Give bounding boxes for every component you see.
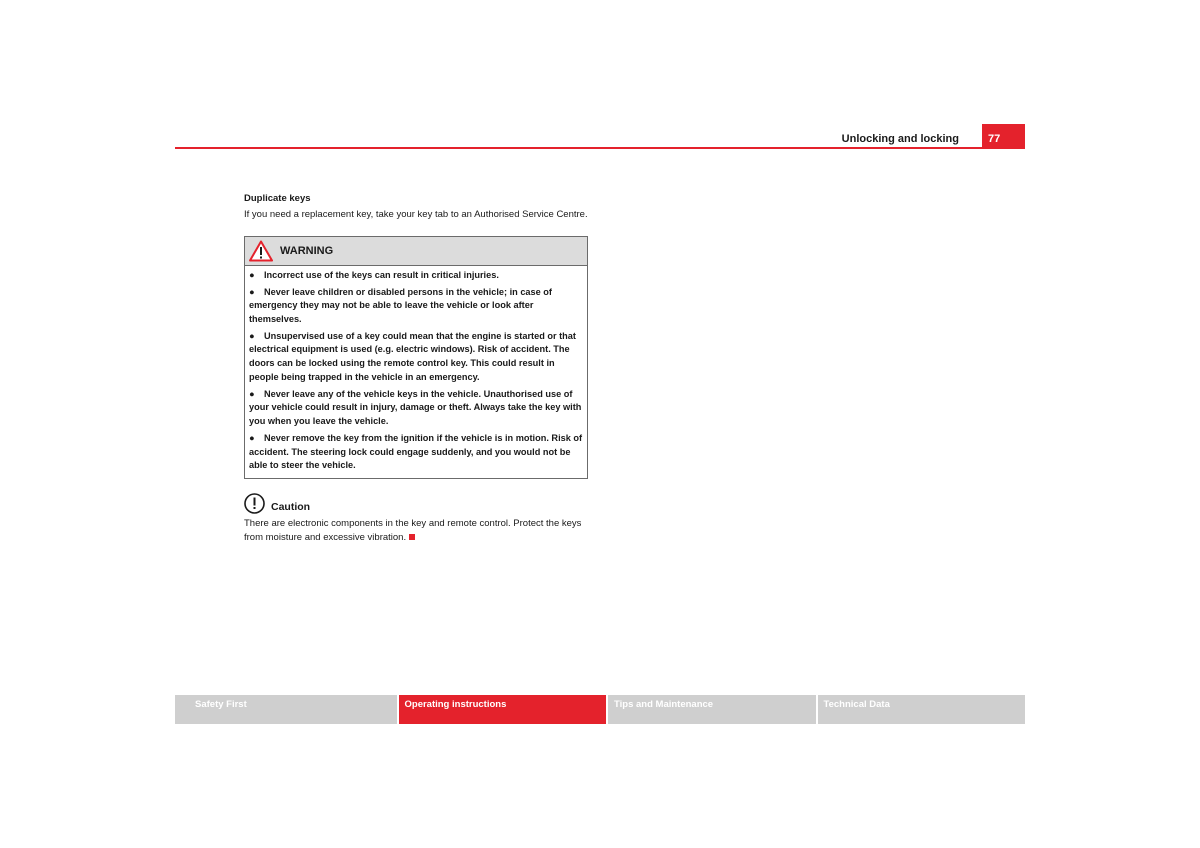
page-number: 77 xyxy=(982,124,1025,149)
bullet-icon: ● xyxy=(249,388,255,399)
caution-text: There are electronic components in the key and remote control. Protect the keys from moisture and excessive vibration. xyxy=(244,518,582,543)
tab-operating-instructions[interactable]: Operating instructions xyxy=(399,695,607,724)
caution-paragraph xyxy=(244,517,588,544)
section-text: If you need a replacement key, take your key tab to an Authorised Service Centre. xyxy=(244,209,588,220)
warning-item xyxy=(249,432,583,473)
header-rule xyxy=(175,147,1025,149)
tab-technical-data[interactable]: Technical Data xyxy=(818,695,1026,724)
caution-exclamation-icon xyxy=(244,493,265,514)
warning-item xyxy=(249,330,583,384)
warning-label: WARNING xyxy=(280,244,334,257)
chapter-title: Unlocking and locking xyxy=(841,133,959,145)
caution-header xyxy=(244,493,588,514)
warning-item xyxy=(249,269,583,283)
bullet-icon: ● xyxy=(249,330,255,341)
warning-item-text: Never leave any of the vehicle keys in the vehicle. Unauthorised use of your vehicle could result in injury, damage or theft. Always take the key with you when you leave the vehicle. xyxy=(249,388,582,426)
footer-navigation xyxy=(175,695,1025,724)
bullet-icon: ● xyxy=(249,269,255,280)
tab-tips-and-maintenance[interactable]: Tips and Maintenance xyxy=(608,695,816,724)
caution-label: Caution xyxy=(271,501,311,514)
warning-list xyxy=(245,266,587,479)
bullet-icon: ● xyxy=(249,286,255,297)
warning-item-text: Unsupervised use of a key could mean that the engine is started or that electrical equipment is used (e.g. electric windows). Risk of accident. The doors can be locked using the remote control key. This could result in people being trapped in the vehicle in an emergency. xyxy=(249,330,576,382)
warning-box xyxy=(244,236,588,480)
warning-item-text: Never remove the key from the ignition if the vehicle is in motion. Risk of accident. The steering lock could engage suddenly, and you would not be able to steer the vehicle. xyxy=(249,433,583,471)
main-content xyxy=(244,193,588,544)
section-heading: Duplicate keys xyxy=(244,193,311,204)
warning-triangle-icon xyxy=(249,240,273,262)
warning-item-text: Incorrect use of the keys can result in critical injuries. xyxy=(264,269,499,280)
end-of-section-marker xyxy=(409,534,415,540)
warning-item xyxy=(249,388,583,429)
warning-item xyxy=(249,286,583,327)
warning-item-text: Never leave children or disabled persons in the vehicle; in case of emergency they may not be able to leave the vehicle or look after themselves. xyxy=(249,286,552,324)
tab-safety-first[interactable]: Safety First xyxy=(175,695,397,724)
bullet-icon: ● xyxy=(249,433,255,444)
warning-header xyxy=(245,237,587,266)
